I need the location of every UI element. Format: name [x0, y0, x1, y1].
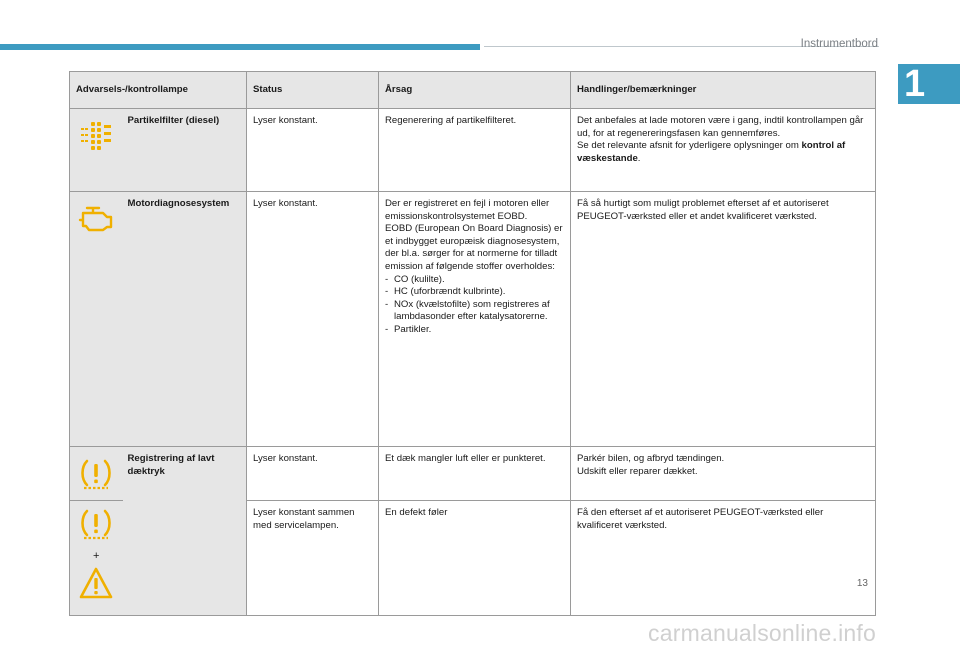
- status-text: Lyser konstant.: [247, 447, 379, 501]
- action-text: Få så hurtigt som muligt problemet efterset af et autoriseret PEUGEOT-værksted eller et andet kvalificeret værksted.: [571, 192, 876, 447]
- table-row: [70, 192, 876, 447]
- lamp-icon-cell: [70, 192, 123, 447]
- watermark: carmanualsonline.info: [648, 620, 876, 646]
- column-header: Handlinger/bemærkninger: [571, 72, 876, 109]
- lamp-name: Motordiagnosesystem: [123, 192, 247, 447]
- list-item: - CO (kulilte).: [385, 274, 564, 287]
- action-link-text: kontrol af væskestande: [577, 140, 846, 164]
- lamp-name: Registrering af lavt dæktryk: [123, 447, 247, 616]
- cause-text: [379, 192, 571, 447]
- engine-check-icon: [76, 202, 116, 237]
- warning-triangle-icon: [78, 592, 114, 603]
- action-line: [577, 140, 869, 165]
- action-text: Få den efterset af et autoriseret PEUGEOT-værksted eller kvalificeret værksted.: [571, 501, 876, 616]
- cause-line: Der er registreret en fejl i motoren eller emissionskontrolsystemet EOBD.: [385, 198, 550, 222]
- lamp-icon-cell: [70, 447, 123, 501]
- cause-line: EOBD (European On Board Diagnosis) er et indbygget europæisk diagnosesystem, der bl.a. sørger for at normerne for tilladt emission af følgende stoffer overholdes:: [385, 223, 563, 272]
- lamp-icon-cell: [70, 501, 123, 616]
- table-row: [70, 447, 876, 501]
- action-line: Parkér bilen, og afbryd tændingen.: [577, 453, 725, 464]
- column-header: Årsag: [379, 72, 571, 109]
- header-accent-bar: [0, 44, 480, 50]
- action-line: Udskift eller reparer dækket.: [577, 465, 698, 477]
- status-text: Lyser konstant sammen med servicelampen.: [247, 501, 379, 616]
- cause-list: [385, 274, 564, 337]
- action-line: Se det relevante afsnit for yderligere oplysninger om: [577, 140, 799, 152]
- particle-filter-warning-icon: [77, 119, 115, 158]
- action-text: [571, 109, 876, 192]
- list-item: - NOx (kvælstofilte) som registreres af lambdasonder efter katalysatorerne.: [385, 299, 564, 324]
- lamp-name: Partikelfilter (diesel): [123, 109, 247, 192]
- cause-text: En defekt føler: [379, 501, 571, 616]
- list-item: - Partikler.: [385, 324, 564, 337]
- warning-lamps-table: [69, 71, 876, 616]
- cause-text: Et dæk mangler luft eller er punkteret.: [379, 447, 571, 501]
- status-text: Lyser konstant.: [247, 109, 379, 192]
- plus-sign: +: [93, 549, 100, 562]
- action-text: [571, 447, 876, 501]
- list-item: - HC (uforbrændt kulbrinte).: [385, 286, 564, 299]
- status-text: Lyser konstant.: [247, 192, 379, 447]
- column-header: Status: [247, 72, 379, 109]
- table-header-row: [70, 72, 876, 109]
- lamp-icon-cell: [70, 109, 123, 192]
- action-line: Det anbefales at lade motoren være i gang, indtil kontrollampen går ud, for at regenereringsfasen kan gennemføres.: [577, 115, 864, 139]
- page-number: 13: [856, 578, 868, 589]
- action-line: .: [637, 152, 641, 164]
- tyre-pressure-icon: [79, 457, 113, 496]
- cause-text: Regenerering af partikelfilteret.: [379, 109, 571, 192]
- section-title: Instrumentbord: [800, 38, 878, 50]
- chapter-tab: 1: [898, 64, 960, 104]
- column-header: Advarsels-/kontrollampe: [70, 72, 247, 109]
- table-row: [70, 109, 876, 192]
- tyre-pressure-icon: [79, 507, 113, 546]
